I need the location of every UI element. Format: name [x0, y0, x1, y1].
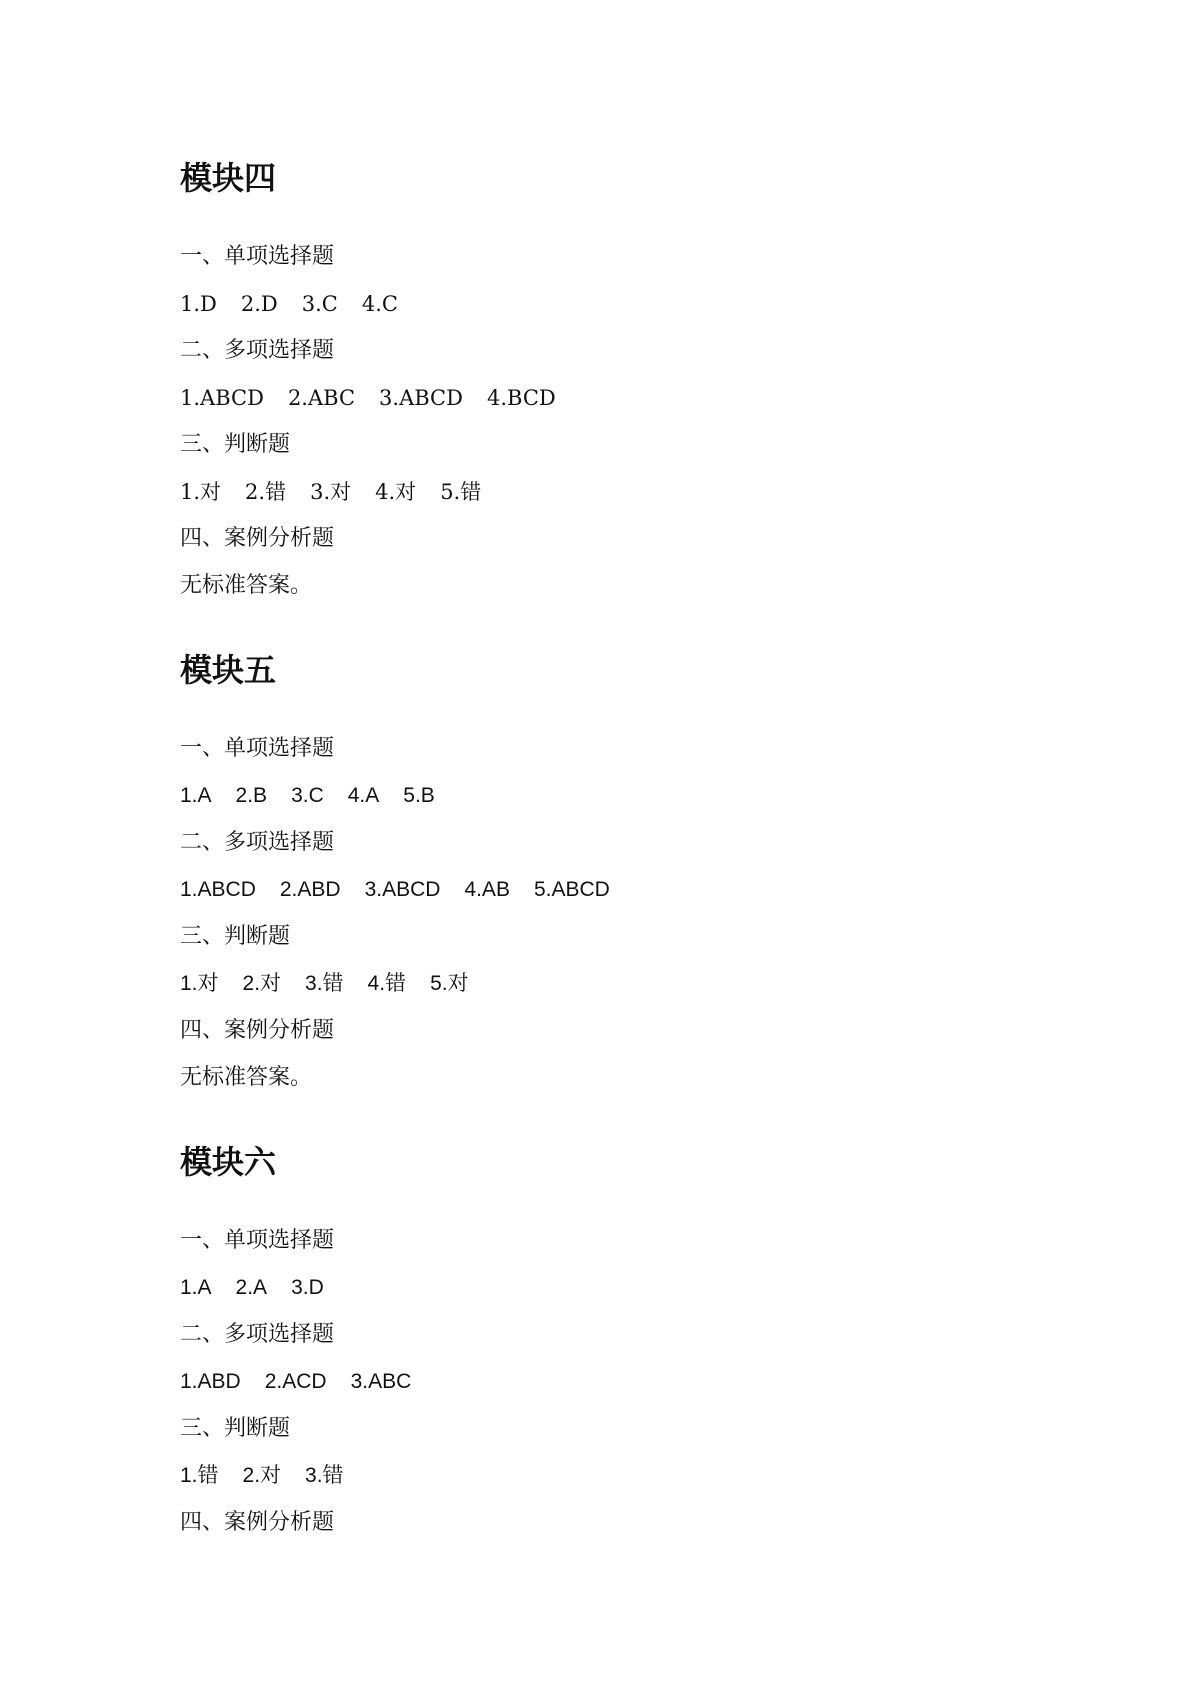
- module-4-title: 模块四: [180, 159, 277, 197]
- module-5-case-analysis-heading: 四、案例分析题: [180, 1018, 335, 1043]
- module-4-multiple-choice-answers: [180, 383, 580, 413]
- answer-item: 3.错: [305, 1464, 344, 1487]
- module-4-single-choice-answers: [180, 289, 422, 319]
- answer-item: 3.ABCD: [379, 386, 463, 410]
- module-5-case-analysis-text: 无标准答案。: [180, 1065, 313, 1090]
- module-4-true-false-answers: [180, 477, 505, 507]
- answer-item: 3.C: [291, 784, 324, 807]
- answer-item: 1.ABCD: [180, 878, 256, 901]
- answer-item: 4.C: [361, 292, 398, 316]
- answer-item: 1.ABD: [180, 1370, 241, 1393]
- module-6-true-false-heading: 三、判断题: [180, 1416, 291, 1441]
- module-5-single-choice-heading: 一、单项选择题: [180, 736, 335, 761]
- answer-item: 4.BCD: [486, 386, 556, 410]
- module-5-title: 模块五: [180, 651, 277, 689]
- answer-item: 1.ABCD: [180, 386, 264, 410]
- module-6-case-analysis-heading: 四、案例分析题: [180, 1510, 335, 1535]
- answer-item: 3.ABCD: [364, 878, 441, 901]
- answer-item: 1.对: [180, 972, 219, 995]
- answer-item: 3.C: [301, 292, 338, 316]
- answer-item: 1.A: [180, 1276, 212, 1299]
- answer-item: 2.ACD: [264, 1370, 327, 1393]
- module-4-case-analysis-text: 无标准答案。: [180, 573, 313, 598]
- module-5-true-false-heading: 三、判断题: [180, 924, 291, 949]
- answer-item: 3.D: [291, 1276, 324, 1299]
- answer-item: 5.对: [430, 972, 469, 995]
- answer-item: 1.A: [180, 784, 212, 807]
- module-6-true-false-answers: [180, 1461, 368, 1491]
- answer-item: 1.D: [180, 292, 217, 316]
- module-5-single-choice-answers: [180, 781, 459, 811]
- answer-item: 4.AB: [464, 878, 510, 901]
- module-5-true-false-answers: [180, 969, 493, 999]
- module-6-single-choice-answers: [180, 1273, 348, 1303]
- module-6-title: 模块六: [180, 1143, 277, 1181]
- answer-item: 5.ABCD: [533, 878, 610, 901]
- answer-item: 2.对: [242, 1464, 282, 1487]
- module-4-true-false-heading: 三、判断题: [180, 432, 291, 457]
- answer-item: 3.ABC: [350, 1370, 412, 1393]
- module-6-multiple-choice-heading: 二、多项选择题: [180, 1322, 335, 1347]
- answer-item: 2.错: [245, 480, 287, 504]
- answer-item: 5.错: [440, 480, 482, 504]
- answer-item: 2.ABD: [279, 878, 341, 901]
- answer-item: 2.ABC: [287, 386, 356, 410]
- answer-item: 3.错: [305, 972, 344, 995]
- answer-item: 2.对: [242, 972, 282, 995]
- answer-item: 2.D: [240, 292, 278, 316]
- module-5-multiple-choice-heading: 二、多项选择题: [180, 830, 335, 855]
- answer-item: 4.对: [375, 480, 417, 504]
- module-4-case-analysis-heading: 四、案例分析题: [180, 526, 335, 551]
- answer-item: 3.对: [310, 480, 352, 504]
- module-4-single-choice-heading: 一、单项选择题: [180, 244, 335, 269]
- answer-item: 1.对: [180, 480, 222, 504]
- answer-item: 2.A: [235, 1276, 268, 1299]
- answer-item: 2.B: [235, 784, 268, 807]
- module-6-single-choice-heading: 一、单项选择题: [180, 1228, 335, 1253]
- answer-item: 5.B: [403, 784, 435, 807]
- module-5-multiple-choice-answers: [180, 875, 634, 905]
- answer-item: 4.A: [347, 784, 380, 807]
- answer-item: 4.错: [367, 972, 407, 995]
- module-4-multiple-choice-heading: 二、多项选择题: [180, 338, 335, 363]
- answer-item: 1.错: [180, 1464, 219, 1487]
- module-6-multiple-choice-answers: [180, 1367, 435, 1397]
